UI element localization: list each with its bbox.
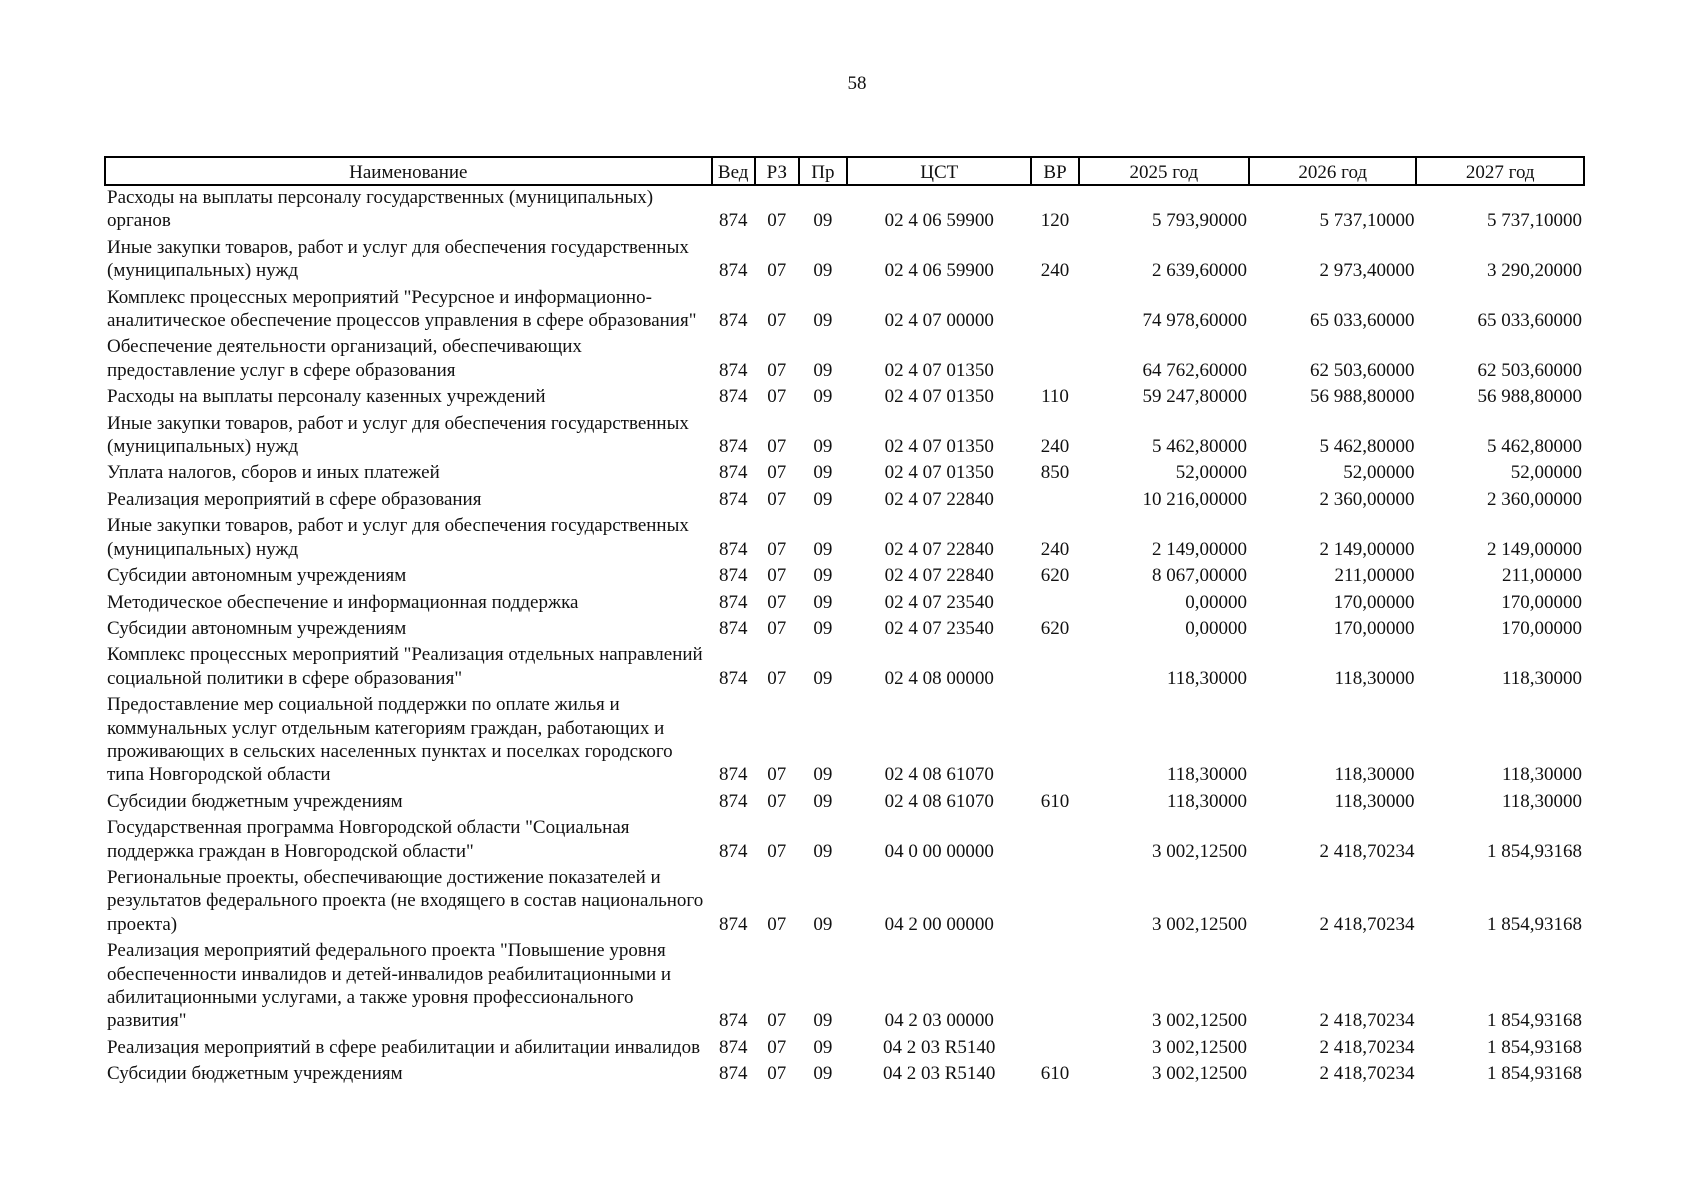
row-value-2025: 2 639,60000 [1152, 260, 1248, 282]
row-rz: 07 [767, 840, 787, 862]
row-value-2025: 5 793,90000 [1152, 210, 1248, 232]
row-vr [1031, 939, 1078, 1036]
row-rz: 07 [767, 538, 787, 560]
header-2027: 2027 год [1416, 157, 1584, 185]
row-name: Предоставление мер социальной поддержки по оплате жилья и коммунальных услуг отдельным категориям граждан, работающих и проживающих в сельских населенных пунктах и поселках городского типа Новгородской области [107, 694, 673, 786]
row-pr: 09 [813, 764, 833, 786]
row-pr: 09 [813, 488, 833, 510]
row-value-2027: 118,30000 [1501, 790, 1582, 812]
row-vr [1031, 866, 1078, 939]
row-ved: 874 [718, 488, 748, 510]
row-cst: 02 4 07 22840 [884, 488, 994, 510]
row-name: Реализация мероприятий в сфере реабилитации и абилитации инвалидов [107, 1036, 701, 1058]
row-ved: 874 [718, 386, 748, 408]
row-rz: 07 [767, 210, 787, 232]
table-header [105, 157, 1584, 185]
row-vr [1031, 591, 1078, 617]
row-value-2026: 2 418,70234 [1319, 1063, 1415, 1085]
row-rz: 07 [767, 436, 787, 458]
row-value-2026: 5 737,10000 [1319, 210, 1415, 232]
row-vr [1031, 643, 1078, 693]
row-value-2026: 65 033,60000 [1309, 310, 1415, 332]
row-name: Методическое обеспечение и информационная поддержка [107, 591, 579, 613]
row-pr: 09 [813, 1010, 833, 1032]
row-name: Комплекс процессных мероприятий "Реализация отдельных направлений социальной политики в сфере образования" [107, 644, 703, 689]
row-name: Субсидии автономным учреждениям [107, 565, 407, 587]
row-value-2026: 2 418,70234 [1319, 1010, 1415, 1032]
row-pr: 09 [813, 462, 833, 484]
row-name: Уплата налогов, сборов и иных платежей [107, 462, 440, 484]
row-value-2027: 1 854,93168 [1487, 1063, 1582, 1085]
row-value-2026: 211,00000 [1334, 565, 1415, 587]
table-row [105, 236, 1584, 286]
row-value-2026: 2 418,70234 [1319, 913, 1415, 935]
row-name: Расходы на выплаты персоналу государственных (муниципальных) органов [107, 187, 654, 232]
row-rz: 07 [767, 591, 787, 613]
row-pr: 09 [813, 359, 833, 381]
row-pr: 09 [813, 436, 833, 458]
row-ved: 874 [718, 310, 748, 332]
row-rz: 07 [767, 764, 787, 786]
row-name: Иные закупки товаров, работ и услуг для обеспечения государственных (муниципальных) нужд [107, 515, 689, 560]
row-pr: 09 [813, 790, 833, 812]
row-rz: 07 [767, 488, 787, 510]
row-value-2025: 3 002,12500 [1152, 913, 1248, 935]
row-name: Субсидии бюджетным учреждениям [107, 1063, 403, 1085]
row-name: Государственная программа Новгородской области "Социальная поддержка граждан в Новгородской области" [107, 817, 630, 862]
row-pr: 09 [813, 591, 833, 613]
row-cst: 04 2 00 00000 [884, 913, 994, 935]
row-value-2027: 118,30000 [1501, 764, 1582, 786]
row-value-2025: 2 149,00000 [1152, 538, 1248, 560]
row-vr: 610 [1040, 1063, 1070, 1085]
table-row [105, 1062, 1584, 1088]
row-ved: 874 [718, 436, 748, 458]
row-ved: 874 [718, 840, 748, 862]
table-row [105, 461, 1584, 487]
row-vr: 240 [1040, 538, 1070, 560]
row-cst: 02 4 06 59900 [884, 260, 994, 282]
row-pr: 09 [813, 667, 833, 689]
header-row [105, 157, 1584, 185]
table-row [105, 693, 1584, 790]
row-vr: 240 [1040, 436, 1070, 458]
row-value-2027: 62 503,60000 [1477, 359, 1582, 381]
row-cst: 04 2 03 R5140 [883, 1036, 996, 1058]
row-ved: 874 [718, 260, 748, 282]
row-vr: 850 [1040, 462, 1070, 484]
row-value-2027: 1 854,93168 [1487, 1010, 1582, 1032]
row-vr [1031, 335, 1078, 385]
row-cst: 02 4 07 00000 [884, 310, 994, 332]
row-value-2025: 3 002,12500 [1152, 1063, 1248, 1085]
row-ved: 874 [718, 462, 748, 484]
table-row [105, 185, 1584, 236]
row-cst: 02 4 08 00000 [884, 667, 994, 689]
row-value-2026: 118,30000 [1334, 764, 1415, 786]
table-row [105, 412, 1584, 462]
row-value-2027: 1 854,93168 [1487, 913, 1582, 935]
row-ved: 874 [718, 790, 748, 812]
header-rz: РЗ [755, 157, 799, 185]
header-cst: ЦСТ [847, 157, 1031, 185]
row-pr: 09 [813, 210, 833, 232]
row-name: Реализация мероприятий в сфере образования [107, 488, 482, 510]
header-2026: 2026 год [1249, 157, 1416, 185]
row-rz: 07 [767, 1010, 787, 1032]
row-ved: 874 [718, 1010, 748, 1032]
row-value-2025: 3 002,12500 [1152, 1036, 1248, 1058]
row-vr: 610 [1040, 790, 1070, 812]
row-value-2025: 74 978,60000 [1142, 310, 1248, 332]
row-vr [1031, 816, 1078, 866]
row-value-2027: 118,30000 [1501, 667, 1582, 689]
table-row [105, 790, 1584, 816]
row-ved: 874 [718, 764, 748, 786]
row-ved: 874 [718, 359, 748, 381]
table-row [105, 286, 1584, 336]
row-rz: 07 [767, 617, 787, 639]
row-pr: 09 [813, 1063, 833, 1085]
row-ved: 874 [718, 1063, 748, 1085]
row-ved: 874 [718, 913, 748, 935]
header-pr: Пр [799, 157, 847, 185]
row-ved: 874 [718, 617, 748, 639]
table-body [105, 185, 1584, 1089]
row-name: Субсидии автономным учреждениям [107, 617, 407, 639]
row-rz: 07 [767, 667, 787, 689]
row-vr: 110 [1041, 386, 1069, 408]
row-pr: 09 [813, 310, 833, 332]
row-cst: 02 4 08 61070 [884, 790, 994, 812]
row-value-2025: 8 067,00000 [1152, 565, 1248, 587]
row-value-2025: 0,00000 [1185, 617, 1248, 639]
row-vr: 620 [1040, 565, 1070, 587]
row-cst: 04 0 00 00000 [884, 840, 994, 862]
table-row [105, 617, 1584, 643]
row-rz: 07 [767, 1063, 787, 1085]
row-name: Комплекс процессных мероприятий "Ресурсное и информационно-аналитическое обеспечение процессов управления в сфере образования" [107, 286, 697, 332]
row-ved: 874 [718, 591, 748, 613]
row-pr: 09 [813, 840, 833, 862]
row-value-2026: 2 149,00000 [1319, 538, 1415, 560]
row-value-2026: 56 988,80000 [1309, 386, 1415, 408]
row-vr: 240 [1040, 260, 1070, 282]
table-row [105, 564, 1584, 590]
row-cst: 04 2 03 00000 [884, 1010, 994, 1032]
row-pr: 09 [813, 913, 833, 935]
row-vr [1031, 693, 1078, 790]
row-pr: 09 [813, 386, 833, 408]
row-ved: 874 [718, 667, 748, 689]
row-pr: 09 [813, 538, 833, 560]
budget-table [104, 156, 1585, 1089]
row-value-2027: 170,00000 [1501, 617, 1582, 639]
row-value-2027: 56 988,80000 [1477, 386, 1582, 408]
row-value-2026: 170,00000 [1333, 591, 1415, 613]
row-value-2025: 118,30000 [1167, 790, 1248, 812]
row-value-2027: 5 462,80000 [1487, 436, 1582, 458]
page-number: 58 [847, 73, 867, 94]
row-cst: 04 2 03 R5140 [883, 1063, 996, 1085]
row-rz: 07 [767, 359, 787, 381]
row-ved: 874 [718, 538, 748, 560]
row-rz: 07 [767, 260, 787, 282]
row-value-2025: 64 762,60000 [1142, 359, 1248, 381]
header-name: Наименование [105, 157, 712, 185]
row-value-2027: 3 290,20000 [1487, 260, 1582, 282]
row-name: Реализация мероприятий федерального проекта "Повышение уровня обеспеченности инвалидов и детей-инвалидов реабилитационными и абилитационными услугами, а также уровня профессионального развития" [107, 940, 672, 1032]
row-value-2027: 170,00000 [1501, 591, 1582, 613]
row-value-2026: 2 360,00000 [1319, 488, 1415, 510]
row-name: Иные закупки товаров, работ и услуг для обеспечения государственных (муниципальных) нужд [107, 412, 689, 458]
row-cst: 02 4 07 01350 [884, 462, 994, 484]
row-value-2026: 62 503,60000 [1309, 359, 1415, 381]
row-name: Региональные проекты, обеспечивающие достижение показателей и результатов федерального проекта (не входящего в состав национального проекта) [107, 866, 704, 935]
row-pr: 09 [813, 1036, 833, 1058]
table-row [105, 816, 1584, 866]
row-rz: 07 [767, 565, 787, 587]
table-row [105, 939, 1584, 1036]
row-value-2026: 52,00000 [1343, 462, 1415, 484]
table-row [105, 866, 1584, 939]
row-value-2027: 65 033,60000 [1477, 310, 1582, 332]
row-vr [1031, 488, 1078, 514]
row-cst: 02 4 07 22840 [884, 565, 994, 587]
row-value-2025: 52,00000 [1175, 462, 1248, 484]
row-value-2025: 5 462,80000 [1152, 436, 1248, 458]
row-value-2027: 2 149,00000 [1487, 538, 1582, 560]
row-vr [1031, 1036, 1078, 1062]
row-cst: 02 4 07 01350 [884, 359, 994, 381]
header-2025: 2025 год [1079, 157, 1249, 185]
table-row [105, 643, 1584, 693]
row-value-2026: 5 462,80000 [1319, 436, 1415, 458]
row-ved: 874 [718, 1036, 748, 1058]
row-name: Обеспечение деятельности организаций, обеспечивающих предоставление услуг в сфере образования [107, 336, 582, 381]
table-row [105, 1036, 1584, 1062]
row-rz: 07 [767, 1036, 787, 1058]
row-value-2025: 0,00000 [1185, 591, 1248, 613]
row-value-2026: 118,30000 [1334, 790, 1415, 812]
row-value-2026: 2 418,70234 [1319, 1036, 1415, 1058]
table-row [105, 385, 1584, 411]
table-row [105, 514, 1584, 564]
row-value-2027: 211,00000 [1501, 565, 1582, 587]
row-rz: 07 [767, 386, 787, 408]
row-ved: 874 [718, 565, 748, 587]
row-pr: 09 [813, 565, 833, 587]
row-ved: 874 [718, 210, 748, 232]
row-vr [1031, 286, 1078, 336]
row-vr: 620 [1040, 617, 1070, 639]
row-value-2026: 2 418,70234 [1319, 840, 1415, 862]
row-value-2027: 1 854,93168 [1487, 1036, 1582, 1058]
row-value-2025: 3 002,12500 [1152, 1010, 1248, 1032]
table-row [105, 591, 1584, 617]
row-value-2025: 59 247,80000 [1142, 386, 1248, 408]
row-pr: 09 [813, 260, 833, 282]
row-cst: 02 4 07 23540 [884, 591, 994, 613]
row-pr: 09 [813, 617, 833, 639]
row-value-2027: 5 737,10000 [1487, 210, 1582, 232]
row-name: Субсидии бюджетным учреждениям [107, 790, 403, 812]
table-row [105, 335, 1584, 385]
row-vr: 120 [1040, 210, 1070, 232]
row-value-2025: 3 002,12500 [1152, 840, 1248, 862]
header-vr: ВР [1031, 157, 1078, 185]
row-cst: 02 4 07 23540 [884, 617, 994, 639]
row-value-2027: 1 854,93168 [1487, 840, 1582, 862]
row-value-2026: 170,00000 [1333, 617, 1415, 639]
header-ved: Вед [712, 157, 755, 185]
row-value-2025: 10 216,00000 [1142, 488, 1248, 510]
row-value-2026: 118,30000 [1334, 667, 1415, 689]
row-rz: 07 [767, 462, 787, 484]
row-cst: 02 4 07 22840 [884, 538, 994, 560]
row-cst: 02 4 06 59900 [884, 210, 994, 232]
row-name: Иные закупки товаров, работ и услуг для обеспечения государственных (муниципальных) нужд [107, 236, 689, 282]
row-cst: 02 4 08 61070 [884, 764, 994, 786]
row-rz: 07 [767, 913, 787, 935]
row-value-2027: 2 360,00000 [1487, 488, 1582, 510]
row-value-2025: 118,30000 [1167, 667, 1248, 689]
row-name: Расходы на выплаты персоналу казенных учреждений [107, 386, 546, 408]
row-rz: 07 [767, 310, 787, 332]
row-value-2026: 2 973,40000 [1319, 260, 1415, 282]
row-cst: 02 4 07 01350 [884, 436, 994, 458]
row-rz: 07 [767, 790, 787, 812]
row-value-2025: 118,30000 [1167, 764, 1248, 786]
table-row [105, 488, 1584, 514]
row-cst: 02 4 07 01350 [884, 386, 994, 408]
row-value-2027: 52,00000 [1510, 462, 1582, 484]
